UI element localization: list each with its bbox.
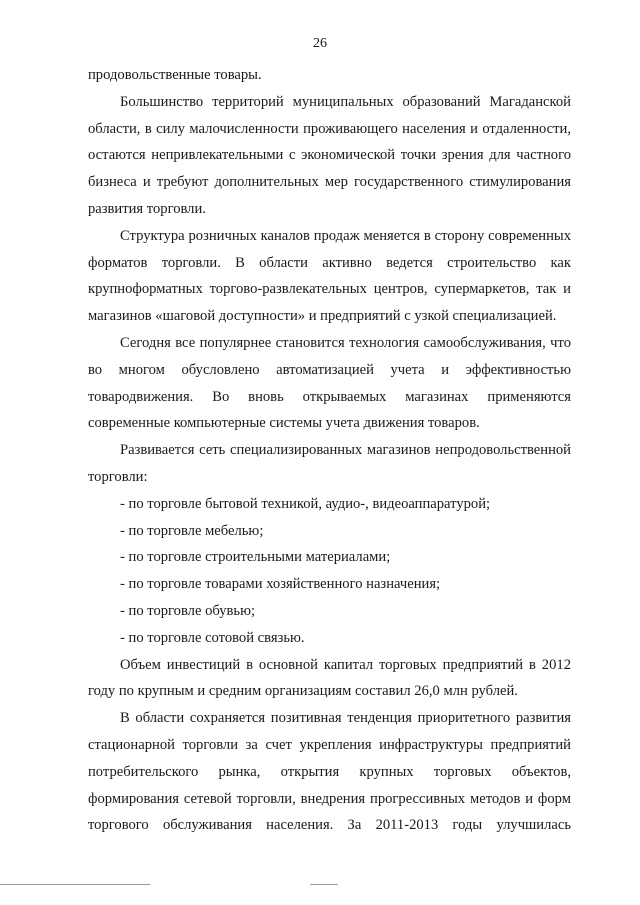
paragraph-territories: Большинство территорий муниципальных образований Магаданской области, в силу малочисленности проживающего населения и отдаленности, остаются непривлекательными с экономической точки зрения для частного бизнеса и требуют дополнительных мер государственного стимулирования развития торговли.: [88, 93, 571, 217]
paragraph-investments: Объем инвестиций в основной капитал торговых предприятий в 2012 году по крупным и средним организациям составил 26,0 млн рублей.: [88, 656, 571, 700]
paragraph-retail-structure: Структура розничных каналов продаж меняется в сторону современных форматов торговли. В области активно ведется строительство как крупноформатных торгово-развлекательных центров, супермаркетов, так и магазинов «шаговой доступности» и предприятий с узкой специализацией.: [88, 227, 571, 325]
paragraph-specialized-stores: Развивается сеть специализированных магазинов непродовольственной торговли:: [88, 442, 571, 485]
paragraph-continuation: продовольственные товары.: [88, 67, 262, 83]
footer-rule: [0, 884, 150, 885]
list-item: - по торговле обувью;: [120, 602, 256, 619]
page-number: 26: [313, 36, 327, 51]
footer-rule: [310, 884, 338, 885]
list-item: - по торговле товарами хозяйственного назначения;: [120, 576, 441, 593]
list-item: - по торговле мебелью;: [120, 522, 264, 539]
paragraph-stationary-trade: В области сохраняется позитивная тенденция приоритетного развития стационарной торговли за счет укрепления инфраструктуры предприятий потребительского рынка, открытия крупных торговых объектов, формирования сетевой торговли, внедрения прогрессивных методов и форм торгового обслуживания населения. За 2011-2013 годы улучшилась: [88, 710, 571, 834]
list-item: - по торговле строительными материалами;: [120, 549, 391, 566]
document-body: [88, 62, 571, 839]
list-item: - по торговле бытовой техникой, аудио-, видеоаппаратурой;: [120, 495, 491, 512]
list-item: - по торговле сотовой связью.: [120, 629, 305, 646]
paragraph-self-service: Сегодня все популярнее становится технология самообслуживания, что во многом обусловлено автоматизацией учета и эффективностью товародвижения. Во вновь открываемых магазинах применяются современные компьютерные системы учета движения товаров.: [88, 334, 571, 432]
